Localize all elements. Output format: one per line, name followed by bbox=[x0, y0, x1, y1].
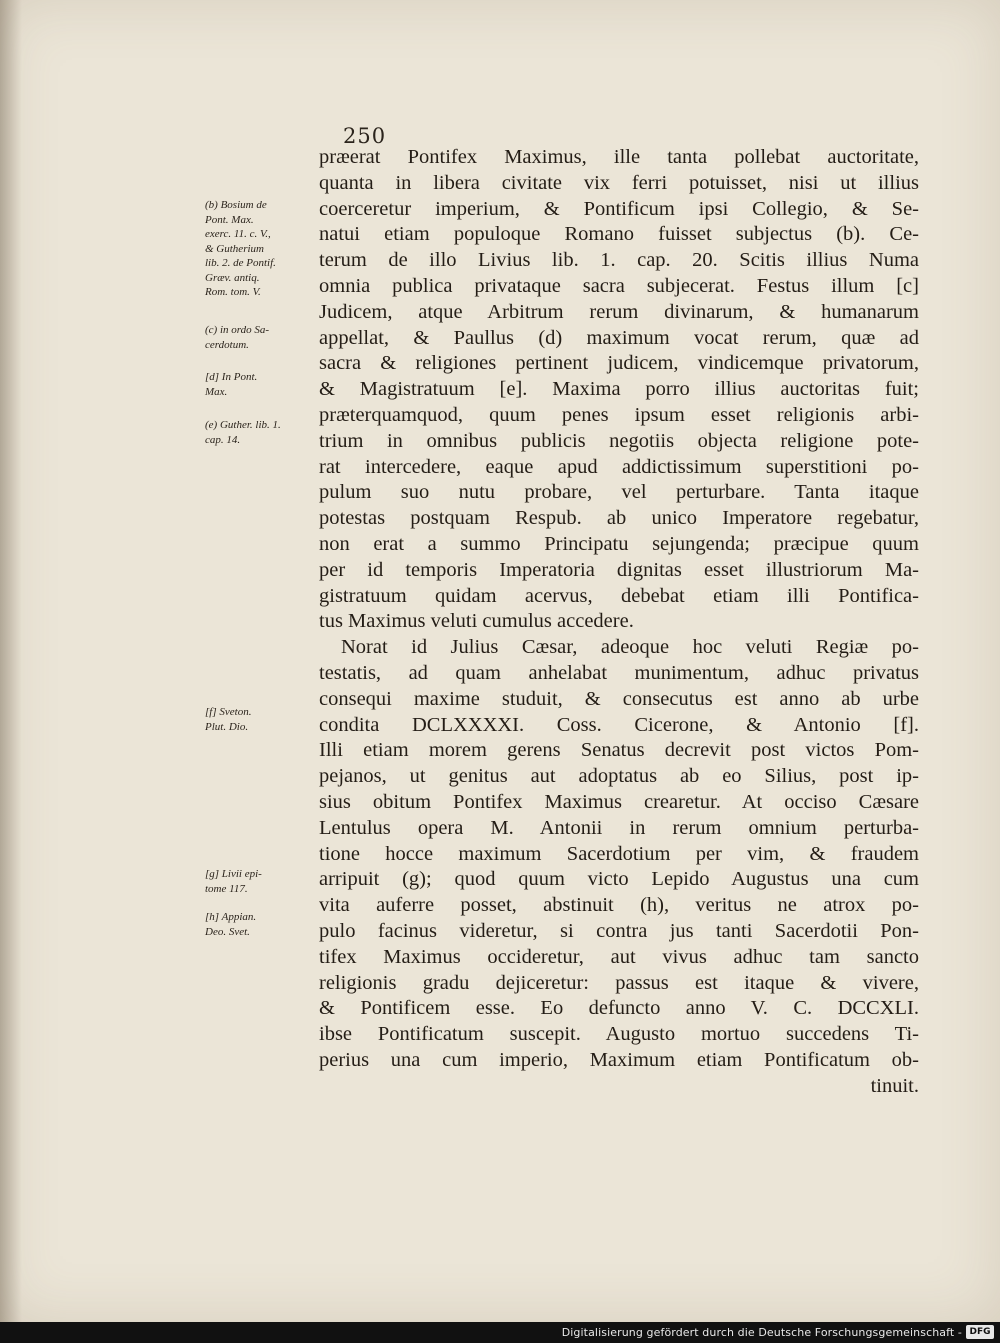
text-line: tifex Maximus occideretur, aut vivus adhuc tam sancto bbox=[319, 945, 919, 968]
text-line: testatis, ad quam anhelabat munimentum, adhuc privatus bbox=[319, 661, 919, 684]
text-line: per id temporis Imperatoria dignitas esset illustriorum Ma- bbox=[319, 558, 919, 581]
text-line: potestas postquam Respub. ab unico Imperatore regebatur, bbox=[319, 507, 919, 530]
text-line: coerceretur imperium, & Pontificum ipsi Collegio, & Se- bbox=[319, 197, 919, 220]
text-line: Judicem, atque Arbitrum rerum divinarum, & humanarum bbox=[319, 300, 919, 323]
text-line: gistratuum quidam acervus, debebat etiam illi Pontifica- bbox=[319, 584, 919, 607]
text-line: omnia publica privataque sacra subjecerat. Festus illum [c] bbox=[319, 274, 919, 297]
text-line: condita DCLXXXXI. Coss. Cicerone, & Antonio [f]. bbox=[319, 713, 919, 736]
text-line: religionis gradu dejiceretur: passus est itaque & vivere, bbox=[319, 971, 919, 994]
text-line: arripuit (g); quod quum victo Lepido Augustus una cum bbox=[319, 868, 919, 891]
text-line: terum de illo Livius lib. 1. cap. 20. Scitis illius Numa bbox=[319, 249, 919, 272]
text-line: ibse Pontificatum suscepit. Augusto mortuo succedens Ti- bbox=[319, 1023, 919, 1046]
dfg-logo: DFG bbox=[966, 1325, 994, 1339]
text-line: Illi etiam morem gerens Senatus decrevit post victos Pom- bbox=[319, 739, 919, 762]
text-line: appellat, & Paullus (d) maximum vocat rerum, quæ ad bbox=[319, 326, 919, 349]
text-line: præterquamquod, quum penes ipsum esset religionis arbi- bbox=[319, 403, 919, 426]
text-line: vita auferre posset, abstinuit (h), veritus ne atrox po- bbox=[319, 894, 919, 917]
text-line: rat intercedere, eaque apud addictissimum superstitioni po- bbox=[319, 455, 919, 478]
text-line: & Magistratuum [e]. Maxima porro illius auctoritas fuit; bbox=[319, 378, 919, 401]
text-line: Lentulus opera M. Antonii in rerum omnium perturba- bbox=[319, 816, 919, 839]
margin-note-f: [f] Sveton. Plut. Dio. bbox=[205, 706, 252, 733]
text-line: sius obitum Pontifex Maximus crearetur. At occiso Cæsare bbox=[319, 790, 919, 813]
text-line: perius una cum imperio, Maximum etiam Pontificatum ob- bbox=[319, 1048, 919, 1071]
text-line: pulum suo nutu probare, vel perturbare. Tanta itaque bbox=[319, 481, 919, 504]
main-text-block bbox=[319, 145, 919, 1099]
text-line: tione hocce maximum Sacerdotium per vim, & fraudem bbox=[319, 842, 919, 865]
text-line: præerat Pontifex Maximus, ille tanta pollebat auctoritate, bbox=[319, 146, 919, 168]
text-line: non erat a summo Principatu sejungenda; præcipue quum bbox=[319, 532, 919, 555]
text-line: quanta in libera civitate vix ferri potuisset, nisi ut illius bbox=[319, 171, 919, 194]
margin-note-g: [g] Livii epi- tome 117. bbox=[205, 868, 262, 895]
text-line: trium in omnibus publicis negotiis objecta religione pote- bbox=[319, 429, 919, 452]
page-gutter-shadow bbox=[0, 0, 22, 1322]
text-line: Norat id Julius Cæsar, adeoque hoc veluti Regiæ po- bbox=[341, 636, 919, 659]
text-line: consequi maxime studuit, & consecutus est anno ab urbe bbox=[319, 687, 919, 710]
text-line: sacra & religiones pertinent judicem, vindicemque privatorum, bbox=[319, 352, 919, 375]
margin-note-c: (c) in ordo Sa- cerdotum. bbox=[205, 324, 270, 351]
text-line: & Pontificem esse. Eo defuncto anno V. C. DCCXLI. bbox=[319, 997, 919, 1020]
text-line: pejanos, ut genitus aut adoptatus ab eo Silius, post ip- bbox=[319, 765, 919, 788]
funding-notice: Digitalisierung gefördert durch die Deutsche Forschungsgemeinschaft - bbox=[561, 1326, 962, 1339]
margin-note-h: [h] Appian. Deo. Svet. bbox=[205, 911, 257, 938]
page-number: 250 bbox=[343, 124, 387, 148]
margin-note-e: (e) Guther. lib. 1. cap. 14. bbox=[205, 419, 281, 446]
margin-note-d: [d] In Pont. Max. bbox=[205, 371, 258, 398]
text-line: tus Maximus veluti cumulus accedere. bbox=[319, 610, 634, 633]
margin-note-b: (b) Bosium de Pont. Max. exerc. 11. c. V., & Gutherium lib. 2. de Pontif. Græv. antiq. Rom. tom. V. bbox=[205, 199, 276, 298]
text-line: natui etiam populoque Romano fuisset subjectus (b). Ce- bbox=[319, 223, 919, 246]
text-line: pulo facinus videretur, si contra jus tanti Sacerdotii Pon- bbox=[319, 919, 919, 942]
text-line: tinuit. bbox=[870, 1074, 919, 1097]
